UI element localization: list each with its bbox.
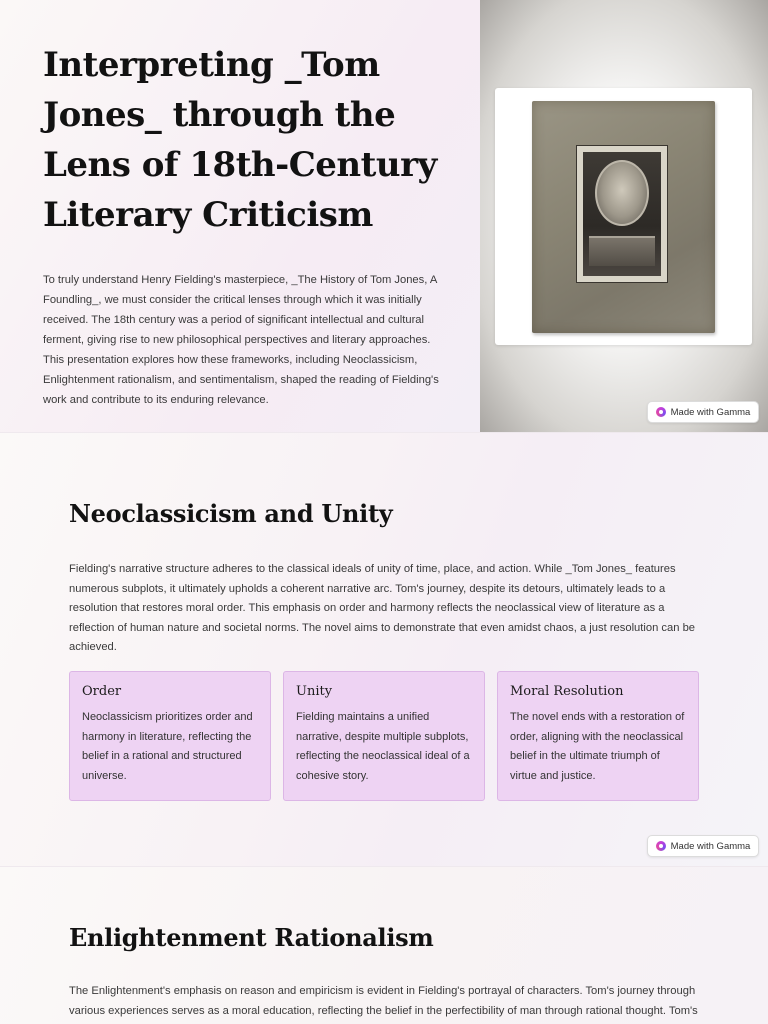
badge-label: Made with Gamma [670, 406, 751, 418]
section-heading: Enlightenment Rationalism [69, 923, 434, 952]
portrait-medallion [595, 160, 649, 226]
slide-neoclassicism [0, 432, 768, 866]
image-panel [480, 0, 768, 432]
book-photo [495, 88, 752, 345]
page-title: Interpreting _Tom Jones_ through the Lens of 18th-Century Literary Criticism [43, 45, 437, 235]
card-body: The novel ends with a restoration of order, aligning with the neoclassical belief in the ultimate triumph of virtue and justice. [510, 711, 685, 782]
section-paragraph: The Enlightenment's emphasis on reason and empiricism is evident in Fielding's portrayal of characters. Tom's journey through various experiences serves as a moral education, reflecting the belief in the perfectibility of man through rational thought. Tom's [69, 985, 698, 1017]
section-paragraph: Fielding's narrative structure adheres to the classical ideals of unity of time, place, and action. While _Tom Jones_ features numerous subplots, it ultimately upholds a coherent narrative arc. Tom's journey, despite its detours, ultimately leads to a resolution that restores moral order. This emphasis on order and harmony reflects the neoclassical view of literature as a reflection of human nature and societal norms. The novel aims to demonstrate that even amidst chaos, a just resolution can be achieved. [69, 563, 696, 653]
intro-text-column [43, 40, 453, 410]
card-order [69, 671, 271, 801]
gamma-logo-icon [656, 841, 666, 851]
engraving-pedestal [589, 236, 655, 266]
card-body: Neoclassicism prioritizes order and harmony in literature, reflecting the belief in a rational and structured universe. [82, 711, 253, 782]
slide-enlightenment [0, 866, 768, 1024]
portrait-engraving [576, 145, 668, 283]
section-heading: Neoclassicism and Unity [69, 499, 393, 528]
slide-intro [0, 0, 768, 432]
card-title: Moral Resolution [510, 684, 624, 699]
card-unity [283, 671, 485, 801]
made-with-gamma-badge[interactable] [647, 835, 759, 857]
card-title: Order [82, 684, 122, 699]
made-with-gamma-badge[interactable] [647, 401, 759, 423]
antique-book-cover-image [532, 101, 715, 333]
card-body: Fielding maintains a unified narrative, despite multiple subplots, reflecting the neoclassical ideal of a cohesive story. [296, 711, 470, 782]
card-title: Unity [296, 684, 333, 699]
intro-paragraph: To truly understand Henry Fielding's masterpiece, _The History of Tom Jones, A Foundling_, we must consider the critical lenses through which it was initially received. The 18th century was a period of significant intellectual and cultural ferment, giving rise to new philosophical perspectives and literary approaches. This presentation explores how these frameworks, including Neoclassicism, Enlightenment rationalism, and sentimentalism, shaped the reading of Fielding's work and contribute to its enduring relevance. [43, 274, 439, 406]
badge-label: Made with Gamma [670, 840, 751, 852]
card-moral-resolution [497, 671, 699, 801]
concept-cards [69, 671, 699, 801]
gamma-logo-icon [656, 407, 666, 417]
